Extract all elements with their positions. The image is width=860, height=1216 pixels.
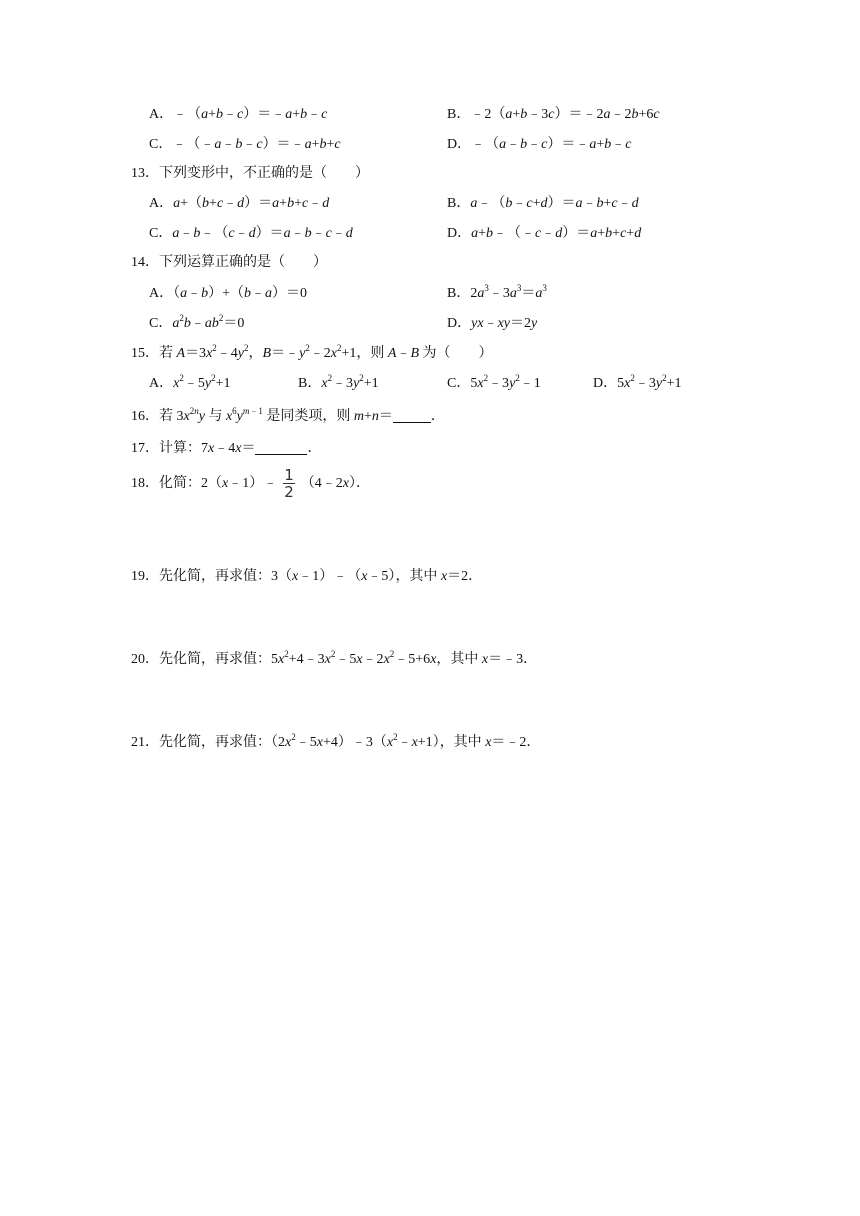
question-text: 化简： — [159, 476, 201, 491]
option-label: C． — [447, 376, 471, 391]
option-label: B． — [447, 286, 471, 301]
option-label: C． — [149, 137, 173, 152]
q15-option-b: B．$x^2﹣3y^2+1$ — [298, 373, 379, 391]
q12-option-c: C．﹣（﹣a﹣b﹣c）＝﹣a+b+c — [149, 137, 341, 152]
q19-stem: 19．先化简，再求值：3（x﹣1）﹣（x﹣5），其中 x＝2． — [131, 569, 483, 584]
question-text: 先化简，再求值： — [159, 652, 271, 667]
q15-stem: 15．若 $A=3x^2﹣4y^2$，$B=﹣y^2﹣2x^2+1$，则 A﹣B 为（ ） — [131, 343, 493, 361]
question-text: ，其中 — [436, 652, 479, 667]
fraction-denominator: 2 — [284, 483, 294, 502]
question-number: 20． — [131, 652, 159, 667]
option-label: D． — [593, 376, 618, 391]
question-number: 15． — [131, 346, 159, 361]
option-label: B． — [447, 196, 471, 211]
q13-stem — [131, 165, 369, 183]
option-label: D． — [447, 316, 472, 331]
q13-option-a: A．a+（b+c﹣d）＝a+b+c﹣d — [149, 196, 330, 211]
answer-blank[interactable] — [255, 441, 307, 455]
option-label: C． — [149, 226, 173, 241]
question-text: ，其中 — [439, 735, 482, 750]
question-text: 计算： — [159, 441, 201, 456]
q21-stem: 21．先化简，再求值：$(2x^2﹣5x+4)﹣3(x^2﹣x+1)$，其中 x＝﹣2． — [131, 732, 541, 750]
question-text: 下列变形中，不正确的是（ ） — [159, 166, 369, 181]
q14-option-b: B．$2a^3﹣3a^3=a^3$ — [447, 283, 547, 301]
q13-option-c: C．a﹣b﹣（c﹣d）＝a﹣b﹣c﹣d — [149, 226, 353, 241]
question-number: 17． — [131, 441, 159, 456]
question-number: 13． — [131, 166, 159, 181]
question-number: 19． — [131, 569, 159, 584]
q14-option-c: C．$a^2b﹣ab^2=0$ — [149, 313, 245, 331]
question-text: 先化简，再求值： — [159, 569, 271, 584]
option-label: D． — [447, 226, 472, 241]
q14-option-a: A．（a﹣b）+（b﹣a）＝0 — [149, 286, 308, 301]
option-label: A． — [149, 107, 174, 122]
question-text: 下列运算正确的是（ ） — [159, 255, 327, 270]
option-label: A． — [149, 196, 174, 211]
option-label: D． — [447, 137, 472, 152]
q20-stem: 20．先化简，再求值：$5x^2+4﹣3x^2﹣5x﹣2x^2﹣5+6x$，其中 x＝﹣3． — [131, 649, 538, 667]
q15-option-c: C．$5x^2﹣3y^2﹣1$ — [447, 373, 541, 391]
question-number: 21． — [131, 735, 159, 750]
q13-option-d: D．a+b﹣（﹣c﹣d）＝a+b+c+d — [447, 226, 642, 241]
option-label: B． — [298, 376, 322, 391]
question-number: 14． — [131, 255, 159, 270]
fraction-numerator: 1 — [284, 466, 294, 485]
question-text: 与 — [208, 409, 223, 424]
question-number: 18． — [131, 476, 159, 491]
option-label: A． — [149, 286, 174, 301]
option-label: C． — [149, 316, 173, 331]
question-text: 若 — [159, 409, 173, 424]
answer-blank[interactable] — [393, 409, 431, 423]
q12-option-d: D．﹣（a﹣b﹣c）＝﹣a+b﹣c — [447, 137, 632, 152]
fraction — [283, 467, 295, 500]
question-text: 先化简，再求值： — [159, 735, 271, 750]
q14-stem — [131, 254, 327, 272]
q15-option-a: A．$x^2﹣5y^2+1$ — [149, 373, 231, 391]
question-number: 16． — [131, 409, 159, 424]
question-text: 是同类项，则 — [266, 409, 351, 424]
q12-option-a: A．﹣（a+b﹣c）＝﹣a+b﹣c — [149, 107, 328, 122]
q15-option-d: D．$5x^2﹣3y^2+1$ — [593, 373, 682, 391]
question-text: ，其中 — [395, 569, 438, 584]
option-label: A． — [149, 376, 174, 391]
option-label: B． — [447, 107, 471, 122]
q16-stem: 16．若 $3x^{2n}y$ 与 $x^6y^{m﹣1}$ 是同类项，则 m+n＝ ． — [131, 406, 445, 424]
question-text: 为（ ） — [422, 346, 493, 361]
q17-stem: 17．计算：7x﹣4x＝ ． — [131, 441, 322, 456]
q18-stem: 18．化简：2（x﹣1）﹣ $\frac{1}{2}$ （4﹣2x）． — [131, 466, 370, 502]
q12-option-b: B．﹣2（a+b﹣3c）＝﹣2a﹣2b+6c — [447, 107, 660, 122]
q13-option-b: B．a﹣（b﹣c+d）＝a﹣b+c﹣d — [447, 196, 639, 211]
q14-option-d: D．yx﹣xy＝2y — [447, 316, 538, 331]
